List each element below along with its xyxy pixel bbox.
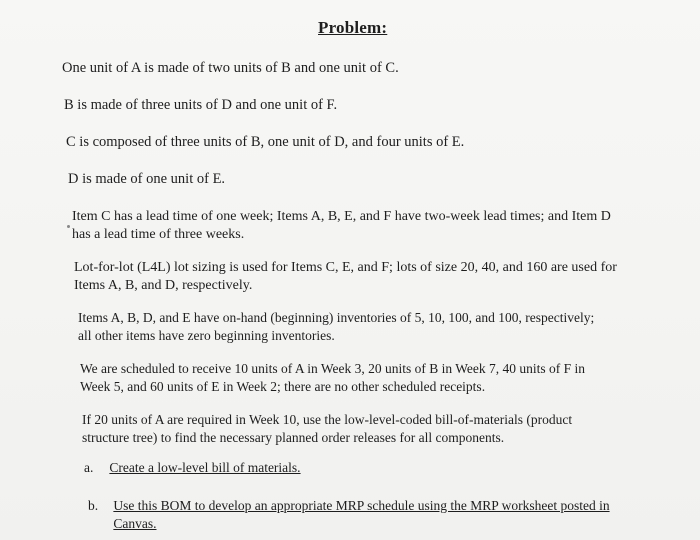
- page-title: Problem:: [318, 18, 388, 37]
- paragraph-scheduled-receipts: We are scheduled to receive 10 units of A in Week 3, 20 units of B in Week 7, 40 units of F in Week 5, and 60 units of E in Week 2; there are no other scheduled receipts.: [80, 361, 586, 394]
- paragraph-requirement: If 20 units of A are required in Week 10, use the low-level-coded bill-of-materials (product structure tree) to find the necessary planned order releases for all components.: [82, 412, 573, 445]
- task-text: Create a low-level bill of materials.: [109, 460, 301, 475]
- task-item-a: [84, 459, 301, 477]
- task-marker: a.: [84, 460, 94, 475]
- task-item-b: [88, 497, 648, 533]
- paragraph-lead-times: Item C has a lead time of one week; Items A, B, E, and F have two-week lead times; and Item D has a lead time of three weeks.: [72, 209, 611, 242]
- task-marker: b.: [88, 498, 99, 513]
- paragraph-d-composition: D is made of one unit of E.: [68, 171, 226, 187]
- paragraph-lot-sizing: Lot-for-lot (L4L) lot sizing is used for Items C, E, and F; lots of size 20, 40, and 160 are used for Items A, B, and D, respectively.: [74, 260, 617, 293]
- task-text: Use this BOM to develop an appropriate MRP schedule using the MRP worksheet posted in Canvas.: [113, 498, 610, 531]
- paragraph-a-composition: One unit of A is made of two units of B and one unit of C.: [62, 60, 399, 76]
- paragraph-inventories: Items A, B, D, and E have on-hand (beginning) inventories of 5, 10, 100, and 100, respectively; all other items have zero beginning inventories.: [78, 310, 595, 343]
- paragraph-b-composition: B is made of three units of D and one unit of F.: [64, 97, 338, 113]
- paragraph-c-composition: C is composed of three units of B, one unit of D, and four units of E.: [66, 134, 465, 150]
- stray-mark: [67, 225, 70, 228]
